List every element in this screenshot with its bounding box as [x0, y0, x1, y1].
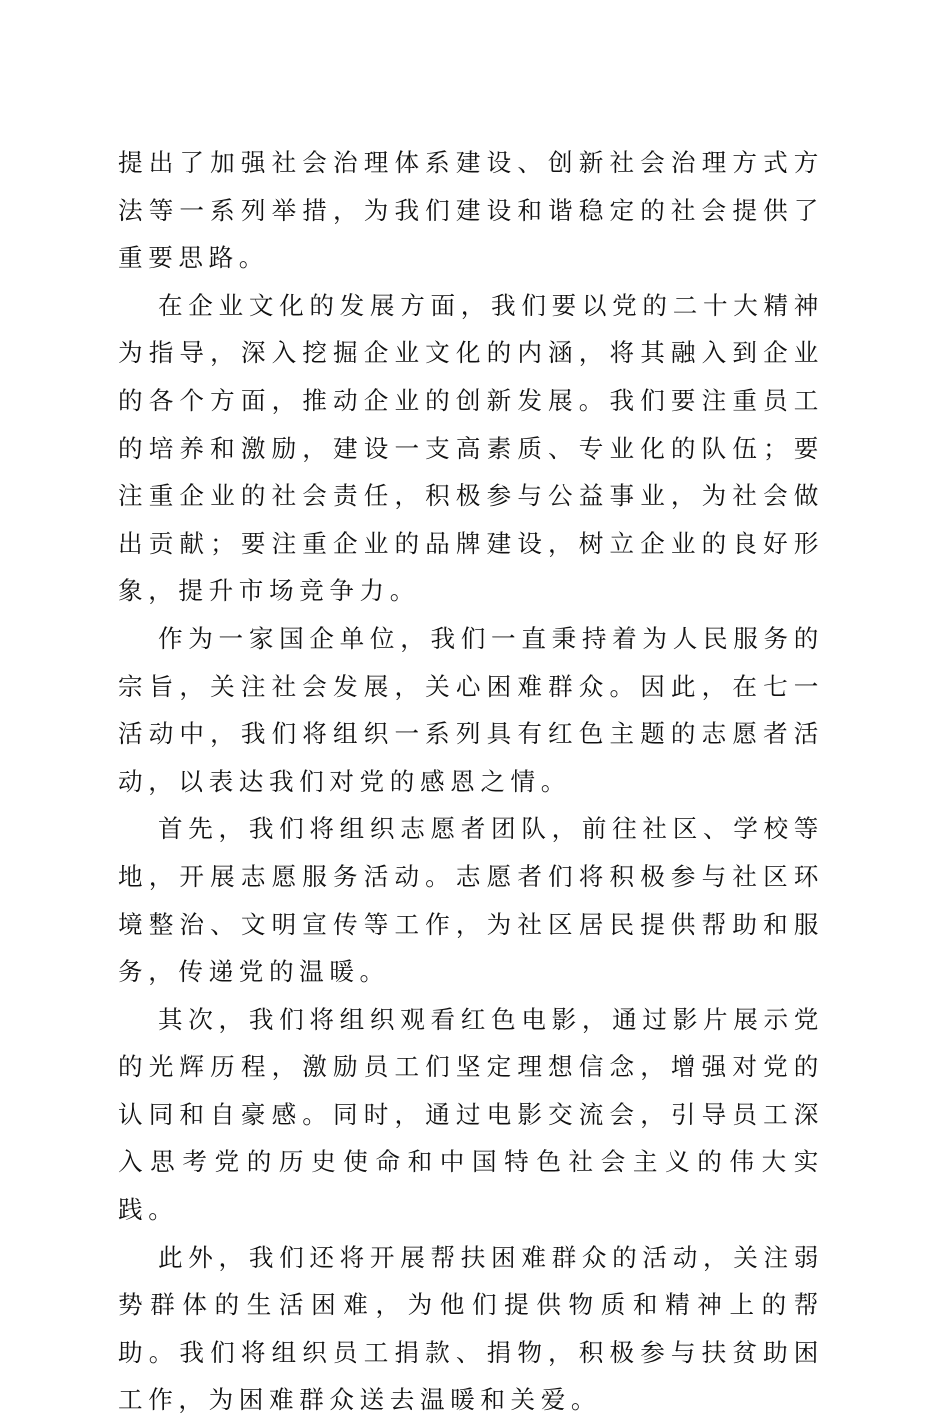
paragraph-red-films: 其次，我们将组织观看红色电影，通过影片展示党的光辉历程，激励员工们坚定理想信念，增强对党的认同和自豪感。同时，通过电影交流会，引导员工深入思考党的历史使命和中国特色社会主义的伟大实践。 [118, 1004, 824, 1225]
paragraph-continued: 提出了加强社会治理体系建设、创新社会治理方式方法等一系列举措，为我们建设和谐稳定的社会提供了重要思路。 [118, 148, 824, 273]
document-page [118, 139, 824, 1424]
paragraph-corporate-culture: 在企业文化的发展方面，我们要以党的二十大精神为指导，深入挖掘企业文化的内涵，将其融入到企业的各个方面，推动企业的创新发展。我们要注重员工的培养和激励，建设一支高素质、专业化的队伍；要注重企业的社会责任，积极参与公益事业，为社会做出贡献；要注重企业的品牌建设，树立企业的良好形象，提升市场竞争力。 [118, 290, 824, 606]
paragraph-soe-mission: 作为一家国企单位，我们一直秉持着为人民服务的宗旨，关注社会发展，关心困难群众。因此，在七一活动中，我们将组织一系列具有红色主题的志愿者活动，以表达我们对党的感恩之情。 [118, 623, 824, 796]
paragraph-poverty-assistance: 此外，我们还将开展帮扶困难群众的活动，关注弱势群体的生活困难，为他们提供物质和精神上的帮助。我们将组织员工捐款、捐物，积极参与扶贫助困工作，为困难群众送去温暖和关爱。 [118, 1242, 824, 1415]
paragraph-volunteer-service: 首先，我们将组织志愿者团队，前往社区、学校等地，开展志愿服务活动。志愿者们将积极参与社区环境整治、文明宣传等工作，为社区居民提供帮助和服务，传递党的温暖。 [118, 814, 824, 987]
